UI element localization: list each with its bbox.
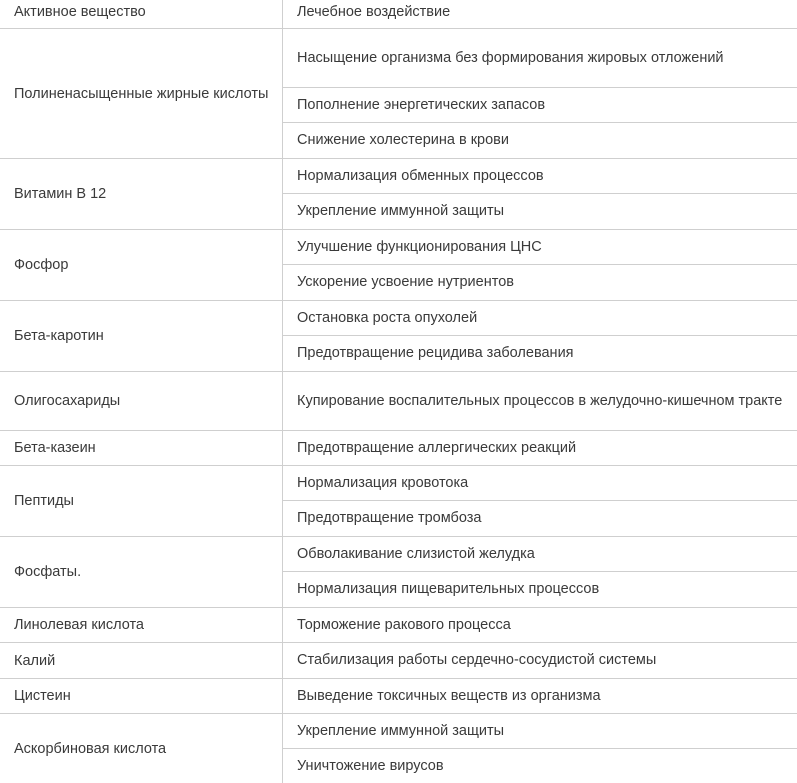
effects-cell: [283, 537, 797, 607]
effects-cell: [283, 29, 797, 158]
table-row: [0, 230, 797, 301]
substance-name: Пептиды: [14, 493, 74, 509]
substance-name: Бета-казеин: [14, 440, 96, 456]
effect-item: Остановка роста опухолей: [283, 301, 797, 336]
effects-cell: [283, 230, 797, 300]
table-row: [0, 679, 797, 714]
header-effect-label: Лечебное воздействие: [297, 4, 451, 20]
effects-cell: [283, 643, 797, 678]
effect-item: Предотвращение рецидива заболевания: [297, 345, 574, 361]
effects-cell: [283, 714, 797, 783]
effect-item: Ускорение усвоение нутриентов: [297, 274, 514, 290]
table-body: [0, 29, 797, 783]
table-row: [0, 608, 797, 643]
table-row: [0, 643, 797, 679]
table-row: [0, 466, 797, 537]
effect-item: Предотвращение тромбоза: [297, 510, 482, 526]
effects-cell: [283, 466, 797, 536]
effects-cell: [283, 301, 797, 371]
effect-item: Пополнение энергетических запасов: [283, 88, 797, 123]
effect-item: Нормализация обменных процессов: [283, 159, 797, 194]
effects-cell: [283, 372, 797, 430]
substance-cell: [0, 301, 283, 371]
effect-item: Насыщение организма без формирования жировых отложений: [283, 29, 797, 88]
substance-cell: [0, 679, 283, 713]
table-header-row: [0, 0, 797, 29]
substance-name: Витамин В 12: [14, 186, 107, 202]
effects-cell: [283, 431, 797, 465]
substance-name: Фосфор: [14, 257, 69, 273]
table-row: [0, 159, 797, 230]
substance-cell: [0, 372, 283, 430]
effect-item: Обволакивание слизистой желудка: [283, 537, 797, 572]
substance-name: Полиненасыщенные жирные кислоты: [14, 85, 269, 102]
substance-name: Олигосахариды: [14, 393, 121, 409]
table-row: [0, 301, 797, 372]
substance-name: Линолевая кислота: [14, 617, 144, 633]
effect-item: Укрепление иммунной защиты: [297, 203, 505, 219]
table-row: [0, 372, 797, 431]
effect-item: Улучшение функционирования ЦНС: [283, 230, 797, 265]
effect-item: Уничтожение вирусов: [297, 757, 444, 774]
substance-cell: [0, 714, 283, 783]
effect-item: Предотвращение аллергических реакций: [297, 439, 577, 456]
substance-cell: [0, 230, 283, 300]
substance-cell: [0, 159, 283, 229]
effects-cell: [283, 608, 797, 642]
effect-item: Выведение токсичных веществ из организма: [297, 687, 601, 704]
effect-item: Укрепление иммунной защиты: [283, 714, 797, 749]
effect-item: Стабилизация работы сердечно-сосудистой системы: [297, 652, 657, 668]
substance-cell: [0, 537, 283, 607]
header-substance-label: Активное вещество: [14, 4, 146, 20]
effect-item: Купирование воспалительных процессов в желудочно-кишечном тракте: [297, 392, 783, 409]
header-substance-cell: [0, 0, 283, 28]
substance-name: Цистеин: [14, 688, 71, 704]
effect-item: Нормализация пищеварительных процессов: [297, 581, 600, 597]
table-row: [0, 714, 797, 783]
table-row: [0, 537, 797, 608]
table-row: [0, 431, 797, 466]
substance-cell: [0, 431, 283, 465]
effects-cell: [283, 159, 797, 229]
effect-item: Снижение холестерина в крови: [297, 132, 509, 148]
effect-item: Торможение ракового процесса: [297, 616, 511, 633]
substance-cell: [0, 466, 283, 536]
substance-name: Фосфаты.: [14, 564, 82, 580]
substance-name: Бета-каротин: [14, 328, 104, 344]
header-effect-cell: [283, 0, 797, 28]
substance-name: Калий: [14, 652, 56, 669]
substance-name: Аскорбиновая кислота: [14, 740, 167, 757]
effects-cell: [283, 679, 797, 713]
substance-cell: [0, 29, 283, 158]
substance-cell: [0, 608, 283, 642]
effect-item: Нормализация кровотока: [283, 466, 797, 501]
substance-cell: [0, 643, 283, 678]
table-row: [0, 29, 797, 159]
